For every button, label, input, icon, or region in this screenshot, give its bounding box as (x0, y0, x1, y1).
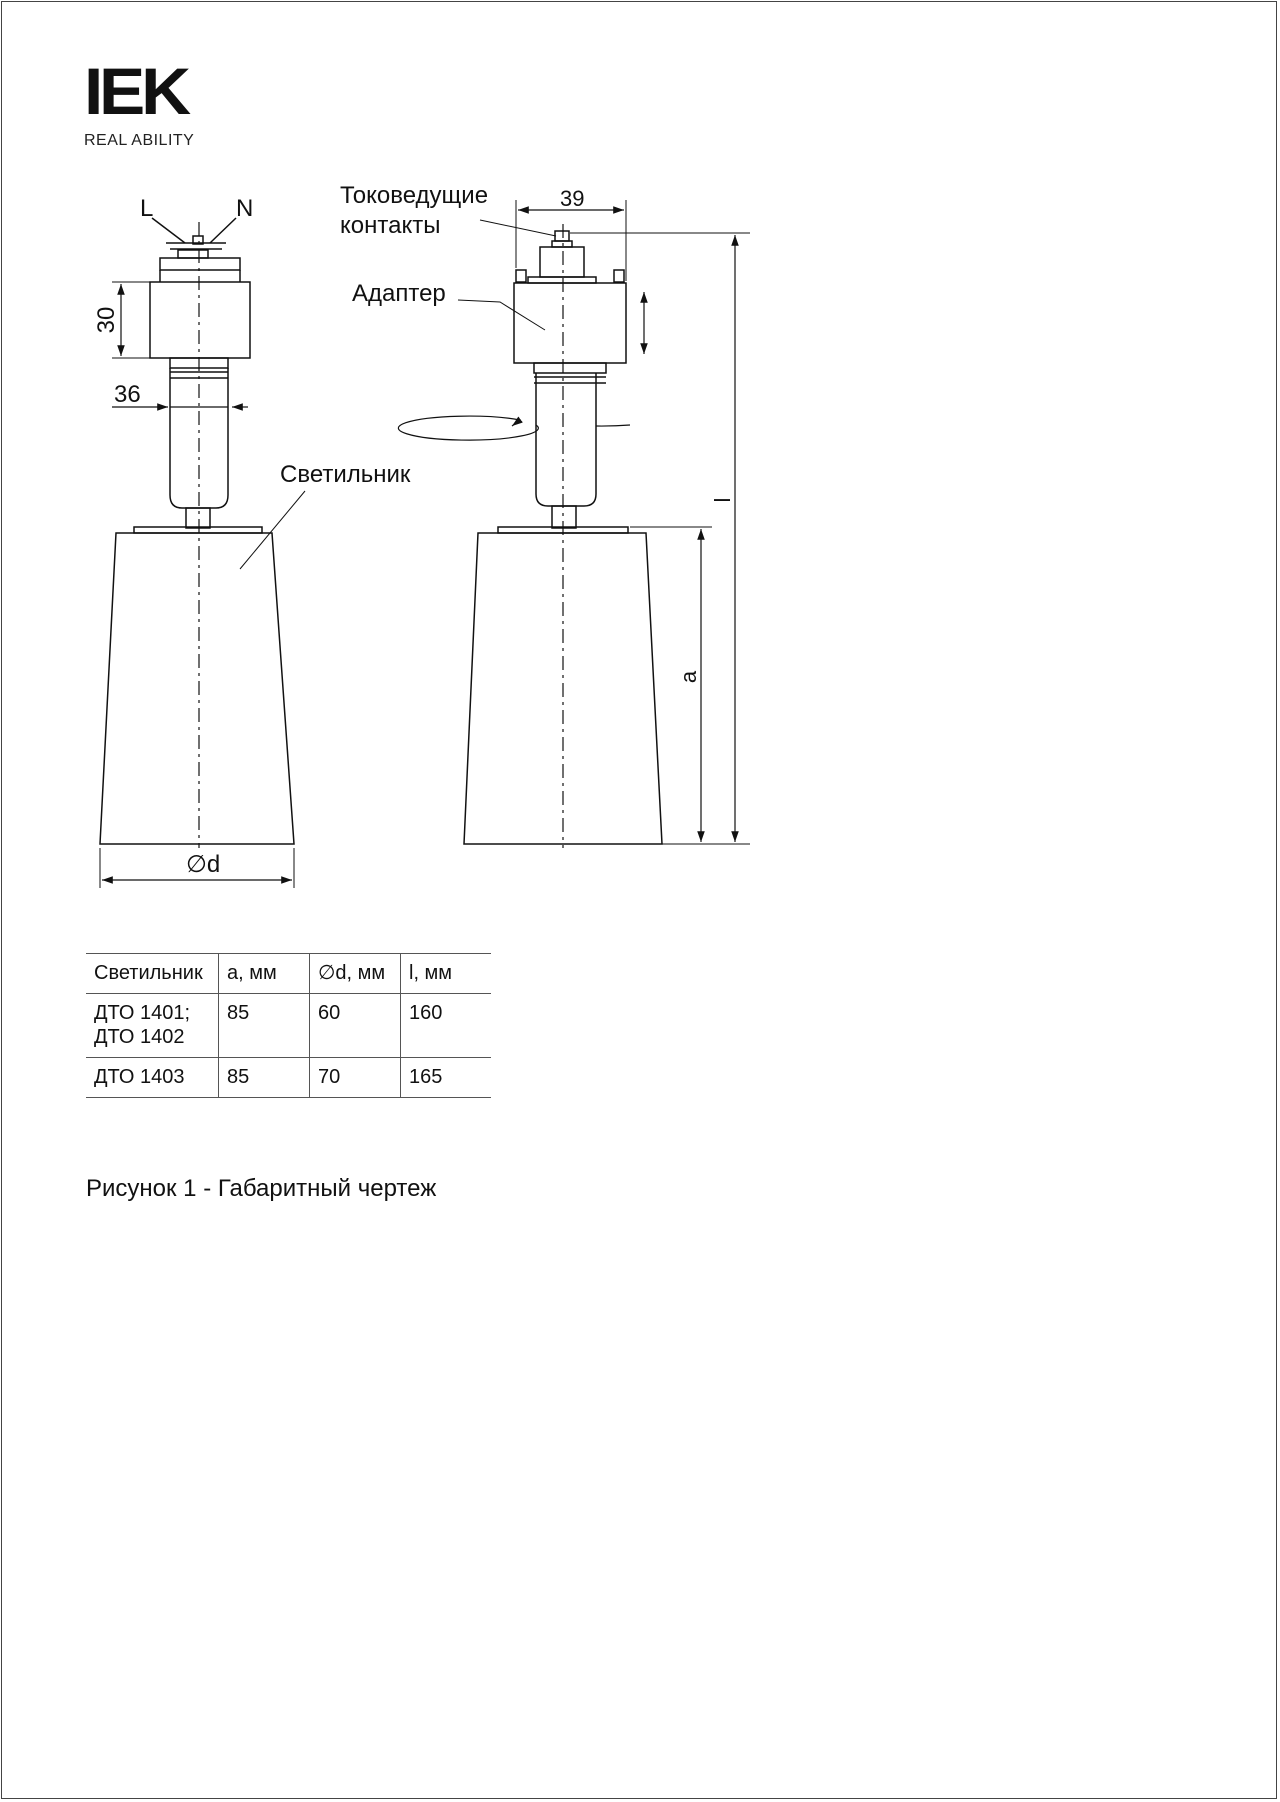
logo-mark: IEK (84, 54, 187, 128)
dim-l-label: l (710, 497, 735, 503)
header-l: l, мм (409, 962, 453, 984)
cell-l: 165 (409, 1066, 443, 1088)
figure-caption: Рисунок 1 - Габаритный чертеж (86, 1175, 437, 1202)
cell-model: ДТО 1401; ДТО 1402 (86, 994, 219, 1058)
logo-tagline: REAL ABILITY (84, 132, 195, 149)
left-view (100, 218, 305, 888)
contacts-label-line2: контакты (340, 212, 441, 239)
cell-a: 85 (219, 1058, 310, 1098)
adapter-label: Адаптер (352, 280, 446, 307)
cell-a: 85 (219, 994, 310, 1058)
header-model: Светильник (86, 954, 219, 994)
cell-l: 160 (409, 1002, 443, 1024)
table-row (86, 1058, 491, 1098)
header-a: a, мм (219, 954, 310, 994)
dim-top-39: 39 (560, 186, 585, 211)
table-header-row (86, 954, 491, 994)
dimensions-table (86, 953, 491, 1098)
body-label: Светильник (280, 461, 411, 488)
neutral-label: N (236, 195, 254, 222)
phase-label: L (140, 195, 154, 222)
cell-d: 60 (310, 994, 401, 1058)
diameter-label: ∅d (186, 851, 221, 878)
cell-d: 70 (310, 1058, 401, 1098)
cell-model: ДТО 1403 (86, 1058, 219, 1098)
right-view (398, 200, 750, 848)
header-d: ∅d, мм (310, 954, 401, 994)
table-row (86, 994, 491, 1058)
dim-width-36: 36 (114, 381, 141, 408)
contacts-label-line1: Токоведущие (340, 182, 489, 209)
dim-height-30: 30 (93, 306, 120, 334)
dim-a-label: a (676, 670, 701, 684)
